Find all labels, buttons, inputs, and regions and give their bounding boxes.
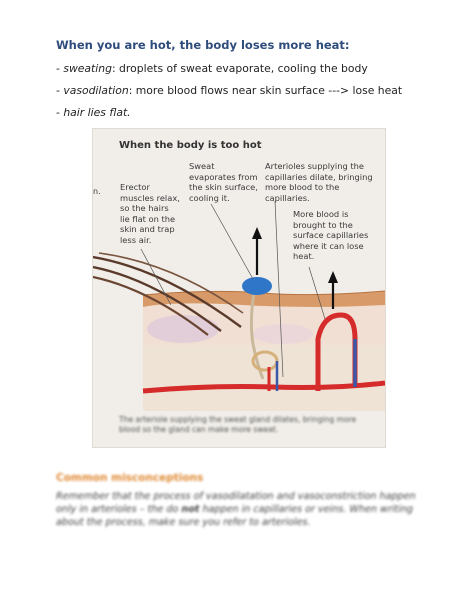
cut-off-label: n. (93, 187, 101, 196)
figure-caption: The arteriole supplying the sweat gland dilates, bringing more blood so the gland can make more sweat. (119, 415, 357, 434)
bullet-vasodilation (56, 84, 402, 97)
section-heading: When you are hot, the body loses more heat: (56, 38, 350, 52)
tissue-blob (253, 324, 313, 344)
heat-loss-arrow-head (328, 271, 338, 283)
label-more-blood: More blood is brought to the surface capillaries where it can lose heat. (293, 209, 369, 261)
misconceptions-emphasis: not (181, 503, 200, 515)
bullet-prefix: - (56, 62, 64, 75)
bullet-text: : more blood flows near skin surface ---> lose heat (128, 84, 403, 97)
bullet-term: vasodilation (63, 84, 129, 97)
bullet-term: hair lies flat. (63, 106, 131, 119)
skin-diagram-figure (92, 128, 386, 448)
label-sweat: Sweat evaporates from the skin surface, cooling it. (189, 161, 258, 203)
bullet-prefix: - (56, 84, 64, 97)
sweat-droplet (242, 277, 272, 295)
bullet-text: : droplets of sweat evaporate, cooling the body (111, 62, 368, 75)
misconceptions-text-end: happen in capillaries or veins. When writing about the process, make sure you refer to arterioles. (56, 503, 414, 528)
misconceptions-heading: Common misconceptions (56, 472, 204, 484)
bullet-prefix: - (56, 106, 64, 119)
misconceptions-paragraph (56, 491, 428, 529)
figure-title: When the body is too hot (119, 140, 262, 151)
label-erector-muscles: Erector muscles relax, so the hairs lie flat on the skin and trap less air. (120, 182, 180, 245)
bullet-sweating (56, 62, 368, 75)
tissue-blob (147, 315, 219, 343)
bullet-hair (56, 106, 131, 119)
misconceptions-text-start: Remember that the process of vasodilatation and vasoconstriction happen only in arterioles – the do (56, 491, 416, 515)
label-arterioles: Arterioles supplying the capillaries dilate, bringing more blood to the capillaries. (265, 161, 373, 203)
evaporation-arrow-head (252, 227, 262, 239)
pointer-line-sweat (211, 204, 253, 279)
bullet-term: sweating (63, 62, 112, 75)
